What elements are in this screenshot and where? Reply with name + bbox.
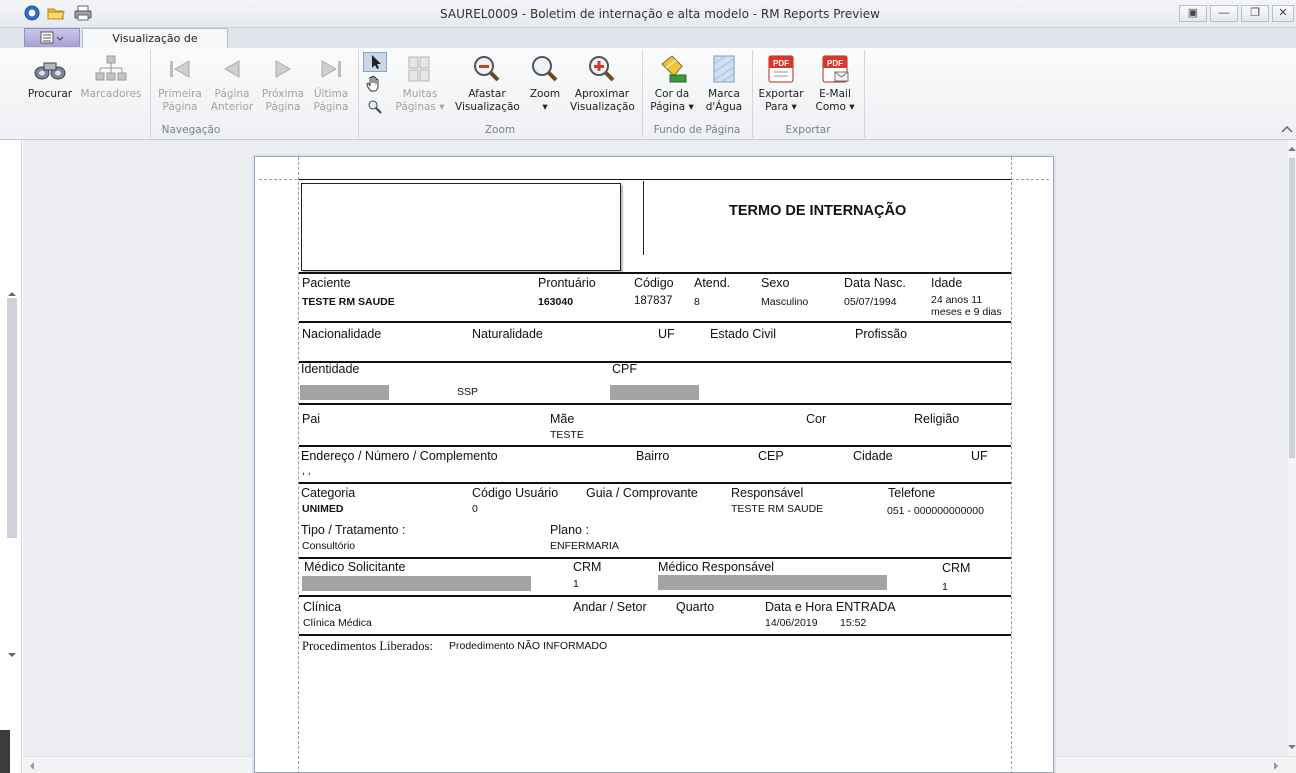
label-zip: CEP — [758, 449, 784, 463]
label-phone: Telefone — [888, 486, 936, 500]
value-address: , , — [302, 465, 311, 477]
next-page-button[interactable] — [259, 50, 307, 122]
arrow-down-icon — [7, 651, 17, 659]
arrow-right-icon — [1273, 762, 1279, 770]
margin-guide-right — [1011, 157, 1012, 773]
first-page-label-2: Página — [162, 101, 198, 113]
redacted-identity — [300, 385, 389, 400]
close-button[interactable]: ✕ — [1272, 5, 1294, 22]
first-page-button[interactable] — [156, 50, 204, 122]
section-rule — [299, 321, 1011, 323]
chevron-up-icon — [1280, 123, 1294, 135]
previous-page-label-2: Anterior — [210, 101, 254, 113]
value-crm-requesting: 1 — [573, 578, 579, 590]
label-clinic: Clínica — [303, 600, 342, 614]
section-rule — [299, 403, 1011, 405]
value-treatment-type: Consultório — [302, 540, 356, 552]
many-pages-label-1: Muitas — [402, 88, 438, 100]
next-page-label-1: Próxima — [261, 88, 305, 100]
vertical-scrollbar[interactable] — [1288, 140, 1296, 756]
last-page-icon — [316, 54, 346, 84]
value-issuer: SSP — [457, 386, 479, 398]
previous-page-label-1: Página — [214, 88, 250, 100]
left-scroll-up[interactable] — [7, 285, 17, 293]
label-plan: Plano : — [550, 523, 589, 537]
section-rule — [299, 272, 1011, 274]
redacted-responsible-physician — [658, 575, 887, 590]
value-clinic: Clínica Médica — [303, 617, 372, 629]
label-guide: Guia / Comprovante — [586, 486, 698, 500]
zoom-out-label-2: Visualização — [455, 101, 520, 113]
paint-bucket-icon — [656, 54, 688, 84]
value-attendance: 8 — [694, 296, 700, 308]
pointer-icon — [364, 53, 386, 71]
label-state: UF — [658, 327, 675, 341]
value-sex: Masculino — [761, 296, 809, 308]
label-address: Endereço / Número / Complemento — [301, 449, 498, 463]
report-title: TERMO DE INTERNAÇÃO — [729, 203, 907, 219]
bookmarks-label: Marcadores — [80, 88, 142, 100]
label-attendance: Atend. — [694, 276, 731, 290]
value-responsible: TESTE RM SAUDE — [731, 503, 824, 515]
page-color-label-2: Página ▾ — [650, 101, 694, 113]
zoom-button[interactable] — [525, 50, 565, 122]
report-page — [254, 156, 1054, 773]
value-age-line1: 24 anos 11 — [931, 294, 983, 306]
value-birth-date: 05/07/1994 — [844, 296, 897, 308]
zoom-in-button[interactable] — [570, 50, 634, 122]
many-pages-label-2: Páginas ▾ — [395, 101, 445, 113]
group-label-export: Exportar — [785, 124, 831, 136]
label-crm-2: CRM — [942, 561, 971, 575]
email-as-button[interactable] — [812, 50, 858, 122]
last-page-label-1: Última — [313, 88, 349, 100]
label-age: Idade — [931, 276, 963, 290]
export-to-button[interactable] — [756, 50, 806, 122]
export-to-label-1: Exportar — [758, 88, 804, 100]
group-label-page-background: Fundo de Página — [653, 124, 741, 136]
margin-guide-left — [298, 157, 299, 773]
value-user-code: 0 — [472, 503, 478, 515]
label-profession: Profissão — [855, 327, 908, 341]
hand-icon — [365, 75, 385, 93]
value-category: UNIMED — [302, 503, 344, 515]
section-rule — [299, 361, 1011, 363]
many-pages-icon — [405, 54, 435, 84]
email-as-label-2: Como ▾ — [815, 101, 855, 113]
email-as-label-1: E-Mail — [819, 88, 851, 100]
label-city: Cidade — [853, 449, 893, 463]
title-bar — [0, 0, 1296, 28]
many-pages-button[interactable] — [394, 50, 446, 122]
label-mother: Mãe — [550, 412, 575, 426]
svg-text:PDF: PDF — [773, 59, 789, 68]
label-procedures: Procedimentos Liberados: — [302, 639, 433, 653]
tab-print-preview[interactable]: Visualização de — [82, 28, 228, 49]
zoom-label-2: ▾ — [542, 101, 548, 113]
value-record: 163040 — [538, 296, 574, 308]
zoom-out-icon — [471, 54, 503, 84]
header-top-rule — [299, 179, 1011, 180]
arrow-down-icon — [1288, 744, 1296, 750]
label-category: Categoria — [301, 486, 356, 500]
value-code: 187837 — [634, 295, 673, 307]
value-crm-responsible: 1 — [942, 581, 948, 593]
value-admission-time: 15:52 — [840, 617, 867, 629]
tile-button[interactable]: ▣ — [1179, 5, 1207, 22]
ribbon — [0, 48, 1296, 140]
redacted-cpf — [610, 385, 699, 400]
ribbon-separator — [864, 50, 865, 138]
label-birthplace: Naturalidade — [472, 327, 543, 341]
watermark-label-1: Marca — [708, 88, 740, 100]
section-rule — [299, 557, 1011, 559]
label-requesting-physician: Médico Solicitante — [304, 560, 406, 574]
label-father: Pai — [302, 412, 321, 426]
label-religion: Religião — [914, 412, 960, 426]
next-page-label-2: Página — [265, 101, 301, 113]
arrow-up-icon — [1288, 146, 1296, 152]
value-mother: TESTE — [550, 429, 584, 441]
redacted-requesting-physician — [302, 576, 531, 591]
application-menu-button[interactable] — [24, 28, 80, 47]
header-divider — [643, 181, 644, 255]
bookmarks-button[interactable] — [80, 50, 142, 122]
value-plan: ENFERMARIA — [550, 540, 619, 552]
label-birth-date: Data Nasc. — [844, 276, 906, 290]
label-code: Código — [634, 276, 674, 290]
label-responsible-physician: Médico Responsável — [658, 560, 775, 574]
binoculars-icon — [32, 54, 68, 84]
maximize-button[interactable]: ❐ — [1241, 5, 1269, 22]
page-color-label-1: Cor da — [654, 88, 690, 100]
magnifier-tool-button[interactable] — [365, 98, 387, 118]
ribbon-tab-row — [0, 28, 1296, 48]
find-label: Procurar — [27, 88, 73, 100]
label-treatment-type: Tipo / Tratamento : — [301, 523, 406, 537]
minimize-button[interactable]: — — [1210, 5, 1238, 22]
left-scroll-thumb[interactable] — [7, 298, 17, 538]
value-patient: TESTE RM SAUDE — [302, 296, 395, 308]
window-title: SAUREL0009 - Boletim de internação e alta modelo - RM Reports Preview — [440, 7, 880, 21]
zoom-in-label-1: Aproximar — [574, 88, 630, 100]
label-responsible: Responsável — [731, 486, 804, 500]
value-age-line2: meses e 9 dias — [931, 306, 1002, 318]
label-user-code: Código Usuário — [472, 486, 559, 500]
page-color-button[interactable] — [648, 50, 696, 122]
zoom-in-icon — [586, 54, 618, 84]
zoom-out-button[interactable] — [455, 50, 519, 122]
label-race: Cor — [806, 412, 827, 426]
logo-box — [301, 183, 621, 271]
magnifier-icon — [365, 98, 385, 116]
label-neighborhood: Bairro — [636, 449, 670, 463]
next-page-icon — [268, 54, 298, 84]
left-dark-edge — [0, 730, 10, 773]
pdf-email-icon — [820, 54, 850, 84]
label-record: Prontuário — [538, 276, 596, 290]
label-cpf: CPF — [612, 362, 637, 376]
label-room: Quarto — [676, 600, 715, 614]
watermark-icon — [709, 54, 739, 84]
left-panel-strip — [0, 140, 22, 773]
export-to-label-2: Para ▾ — [765, 101, 797, 113]
label-crm: CRM — [573, 560, 602, 574]
find-button[interactable] — [26, 50, 74, 122]
group-label-navigation: Navegação — [161, 124, 221, 136]
label-floor-sector: Andar / Setor — [573, 600, 647, 614]
svg-text:PDF: PDF — [827, 59, 843, 68]
zoom-in-label-2: Visualização — [570, 101, 635, 113]
zoom-label-1: Zoom — [529, 88, 561, 100]
value-procedures: Prodedimento NÃO INFORMADO — [449, 640, 608, 652]
value-phone: 051 - 000000000000 — [887, 505, 984, 517]
pointer-tool-button[interactable] — [363, 52, 387, 72]
label-nationality: Nacionalidade — [302, 327, 382, 341]
watermark-label-2: d'Água — [705, 101, 743, 113]
watermark-button[interactable] — [702, 50, 746, 122]
left-scroll-down[interactable] — [7, 646, 17, 654]
arrow-left-icon — [29, 762, 35, 770]
hand-tool-button[interactable] — [365, 75, 387, 95]
section-rule — [299, 595, 1011, 597]
section-rule — [299, 445, 1011, 447]
zoom-icon — [529, 54, 561, 84]
first-page-icon — [165, 54, 195, 84]
value-admission-date: 14/06/2019 — [765, 617, 818, 629]
label-marital-status: Estado Civil — [710, 327, 776, 341]
bookmarks-tree-icon — [93, 54, 129, 84]
label-state-2: UF — [971, 449, 988, 463]
label-admission-datetime: Data e Hora ENTRADA — [765, 600, 896, 614]
collapse-ribbon-button[interactable] — [1280, 122, 1294, 134]
label-identity: Identidade — [301, 362, 360, 376]
last-page-button[interactable] — [308, 50, 354, 122]
group-label-zoom: Zoom — [484, 124, 516, 136]
previous-page-icon — [217, 54, 247, 84]
previous-page-button[interactable] — [208, 50, 256, 122]
section-rule — [299, 634, 1011, 636]
last-page-label-2: Página — [313, 101, 349, 113]
section-rule — [299, 482, 1011, 484]
arrow-up-icon — [7, 290, 17, 298]
label-patient: Paciente — [302, 276, 351, 290]
vertical-scroll-thumb[interactable] — [1289, 158, 1295, 458]
zoom-out-label-1: Afastar — [468, 88, 506, 100]
label-sex: Sexo — [761, 276, 790, 290]
first-page-label-1: Primeira — [158, 88, 202, 100]
pdf-export-icon — [766, 54, 796, 84]
